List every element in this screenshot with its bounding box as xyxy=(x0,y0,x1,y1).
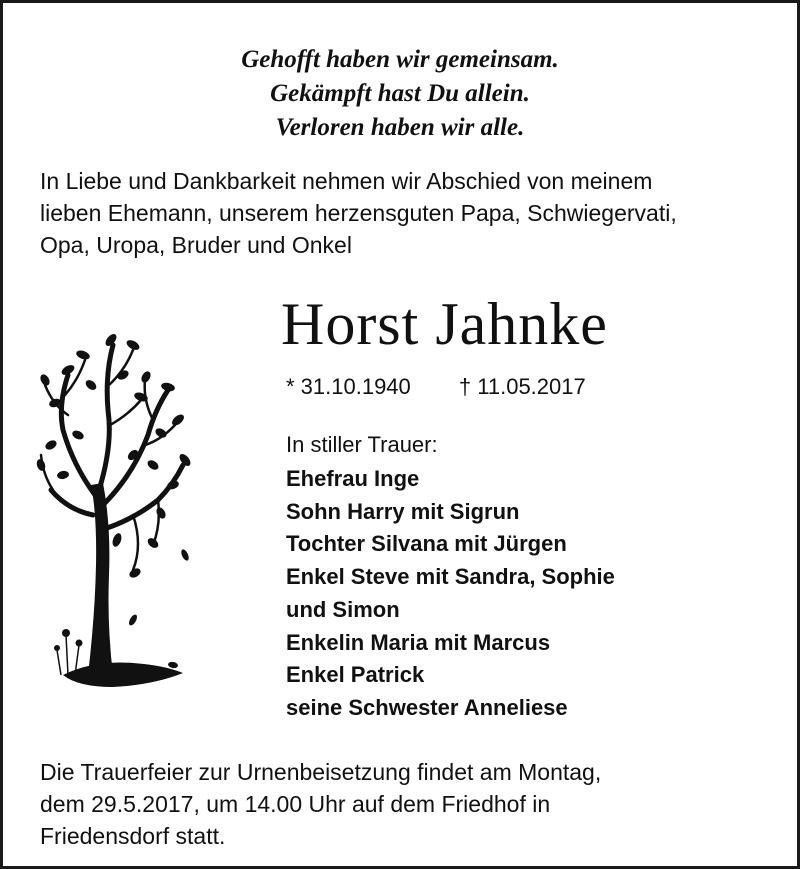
mourners-label: In stiller Trauer: xyxy=(286,432,438,457)
birth-date: * 31.10.1940 xyxy=(286,374,411,399)
mourner-line: Sohn Harry mit Sigrun xyxy=(286,498,520,524)
death-date: † 11.05.2017 xyxy=(458,374,586,399)
closing-line: Friedensdorf statt. xyxy=(40,823,226,849)
closing-line: dem 29.5.2017, um 14.00 Uhr auf dem Friedhof in xyxy=(40,791,551,817)
intro-line: Opa, Uropa, Bruder und Onkel xyxy=(40,232,352,258)
mourner-line: Enkelin Maria mit Marcus xyxy=(286,629,551,655)
mourner-line: Tochter Silvana mit Jürgen xyxy=(286,531,567,557)
mourner-line: Enkel Steve mit Sandra, Sophie xyxy=(286,564,615,590)
mourner-line: und Simon xyxy=(286,596,400,622)
quote-line: Gehofft haben wir gemeinsam. xyxy=(241,46,559,73)
intro-line: lieben Ehemann, unserem herzensguten Papa, Schwiegervati, xyxy=(40,200,677,226)
mourner-line: seine Schwester Anneliese xyxy=(286,694,568,720)
intro-line: In Liebe und Dankbarkeit nehmen wir Abschied von meinem xyxy=(40,168,653,194)
quote-line: Gekämpft hast Du allein. xyxy=(270,80,530,107)
intro-paragraph xyxy=(40,165,780,261)
memorial-quote xyxy=(3,43,797,145)
quote-line: Verloren haben wir alle. xyxy=(275,114,525,141)
life-dates xyxy=(286,372,586,402)
funeral-details xyxy=(40,756,780,852)
mourner-line: Ehefrau Inge xyxy=(286,466,420,491)
mourners-list xyxy=(286,463,615,725)
closing-line: Die Trauerfeier zur Urnenbeisetzung findet am Montag, xyxy=(40,759,602,785)
tree-silhouette-icon xyxy=(33,315,203,715)
mourner-line: Enkel Patrick xyxy=(286,662,425,688)
deceased-name: Horst Jahnke xyxy=(281,291,608,357)
